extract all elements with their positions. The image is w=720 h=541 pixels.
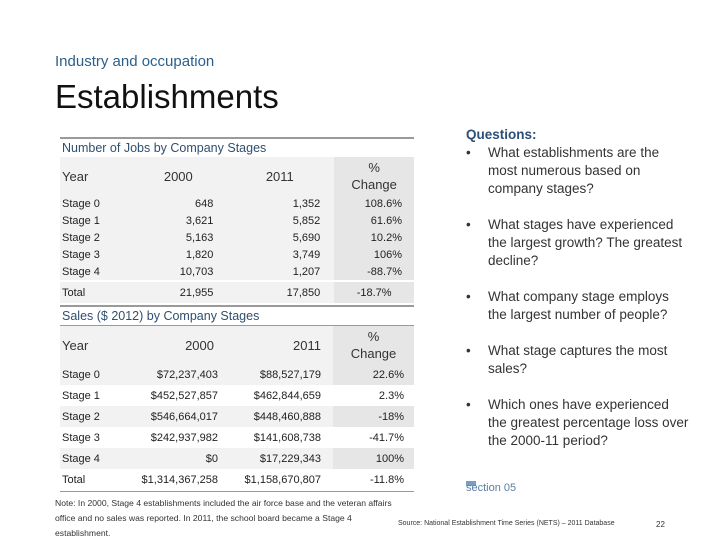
source-note: Source: National Establishment Time Series (NETS) – 2011 Database xyxy=(398,520,615,527)
cell-value: 1,352 xyxy=(225,195,334,212)
table-row xyxy=(60,195,414,212)
question-item xyxy=(466,342,691,378)
cell-change: 22.6% xyxy=(333,364,414,385)
page-title: Establishments xyxy=(55,78,279,115)
cell-change: 106% xyxy=(334,246,414,263)
bullet-icon: • xyxy=(466,343,471,358)
cell-value: $0 xyxy=(128,448,218,469)
table-row xyxy=(60,448,414,469)
cell-value: 1,207 xyxy=(225,263,334,281)
bullet-icon: • xyxy=(466,397,471,412)
jobs-col-2000: 2000 xyxy=(131,157,225,195)
cell-value: 17,850 xyxy=(225,281,334,303)
question-item xyxy=(466,144,691,198)
bullet-icon: • xyxy=(466,217,471,232)
bullet-icon: • xyxy=(466,145,471,160)
sales-table-caption: Sales ($ 2012) by Company Stages xyxy=(62,309,260,323)
sales-col-change: % Change xyxy=(333,326,414,364)
cell-value: $462,844,659 xyxy=(253,389,321,402)
question-item xyxy=(466,396,691,450)
cell-change: -18.7% xyxy=(334,281,414,303)
sales-table xyxy=(60,326,414,490)
section-subtitle: Industry and occupation xyxy=(55,53,215,70)
questions-heading: Questions: xyxy=(466,127,537,142)
sales-table-top-rule xyxy=(60,305,414,307)
cell-value: 5,163 xyxy=(131,229,225,246)
total-row xyxy=(60,281,414,303)
cell-value: 5,852 xyxy=(225,212,334,229)
table-row xyxy=(60,212,414,229)
table-row xyxy=(60,385,414,406)
total-row xyxy=(60,469,414,490)
table-row xyxy=(60,229,414,246)
jobs-col-2011: 2011 xyxy=(225,157,334,195)
cell-value: 3,621 xyxy=(131,212,225,229)
cell-value: $88,527,179 xyxy=(218,364,333,385)
sales-col-year: Year xyxy=(60,326,128,364)
jobs-col-year: Year xyxy=(60,157,131,195)
row-label: Stage 3 xyxy=(60,246,131,263)
table-row xyxy=(60,364,414,385)
cell-value: $141,608,738 xyxy=(253,431,321,444)
question-item xyxy=(466,288,691,324)
page-number: 22 xyxy=(656,520,665,529)
cell-change: -88.7% xyxy=(334,263,414,281)
cell-value: $1,314,367,258 xyxy=(141,473,218,486)
section-label: section 05 xyxy=(466,482,517,494)
cell-value: $546,664,017 xyxy=(128,406,218,427)
row-label: Stage 0 xyxy=(60,364,128,385)
cell-value: $452,527,857 xyxy=(150,389,218,402)
questions-panel xyxy=(466,126,691,450)
row-label: Stage 2 xyxy=(60,406,128,427)
question-text: What stages have experienced the largest growth? The greatest decline? xyxy=(488,217,683,268)
cell-change: -18% xyxy=(333,406,414,427)
question-text: What stage captures the most sales? xyxy=(488,343,668,376)
table-row xyxy=(60,263,414,281)
cell-change: 100% xyxy=(333,448,414,469)
table-row xyxy=(60,427,414,448)
jobs-col-change: % Change xyxy=(334,157,414,195)
cell-value: $1,158,670,807 xyxy=(244,473,321,486)
cell-change: 61.6% xyxy=(334,212,414,229)
cell-value: 1,820 xyxy=(131,246,225,263)
cell-value: 3,749 xyxy=(225,246,334,263)
cell-value: $448,460,888 xyxy=(218,406,333,427)
sales-table-bottom-rule xyxy=(60,491,414,492)
table-note: Note: In 2000, Stage 4 establishments included the air force base and the veteran affairs office and no sales was reported. In 2011, the school board became a Stage 4 establishment. xyxy=(55,498,392,538)
cell-value: 10,703 xyxy=(131,263,225,281)
table-row xyxy=(60,246,414,263)
question-text: What company stage employs the largest number of people? xyxy=(488,289,669,322)
cell-change: 10.2% xyxy=(334,229,414,246)
jobs-table-top-rule xyxy=(60,137,414,139)
row-label: Stage 3 xyxy=(62,431,100,444)
row-label: Stage 2 xyxy=(60,229,131,246)
sales-col-2000: 2000 xyxy=(128,326,218,364)
bullet-icon: • xyxy=(466,289,471,304)
table-row xyxy=(60,406,414,427)
row-label: Stage 1 xyxy=(62,389,100,402)
row-label: Total xyxy=(60,281,131,303)
sales-header-row xyxy=(60,326,414,364)
cell-change: 108.6% xyxy=(334,195,414,212)
cell-value: $72,237,403 xyxy=(128,364,218,385)
question-text: What establishments are the most numerous based on company stages? xyxy=(488,145,660,196)
cell-change: -11.8% xyxy=(369,473,404,486)
cell-value: 648 xyxy=(131,195,225,212)
cell-value: $242,937,982 xyxy=(150,431,218,444)
row-label: Stage 4 xyxy=(60,448,128,469)
cell-value: 5,690 xyxy=(225,229,334,246)
jobs-table xyxy=(60,157,414,303)
row-label: Total xyxy=(62,473,86,486)
row-label: Stage 4 xyxy=(60,263,131,281)
row-label: Stage 0 xyxy=(60,195,131,212)
row-label: Stage 1 xyxy=(60,212,131,229)
cell-value: $17,229,343 xyxy=(218,448,333,469)
question-text: Which ones have experienced the greatest percentage loss over the 2000-11 period? xyxy=(488,397,689,448)
jobs-table-caption: Number of Jobs by Company Stages xyxy=(62,141,267,155)
cell-value: 21,955 xyxy=(131,281,225,303)
jobs-header-row xyxy=(60,157,414,195)
sales-col-2011: 2011 xyxy=(218,326,333,364)
cell-change: -41.7% xyxy=(369,431,404,444)
cell-change: 2.3% xyxy=(378,389,404,402)
question-item xyxy=(466,216,691,270)
